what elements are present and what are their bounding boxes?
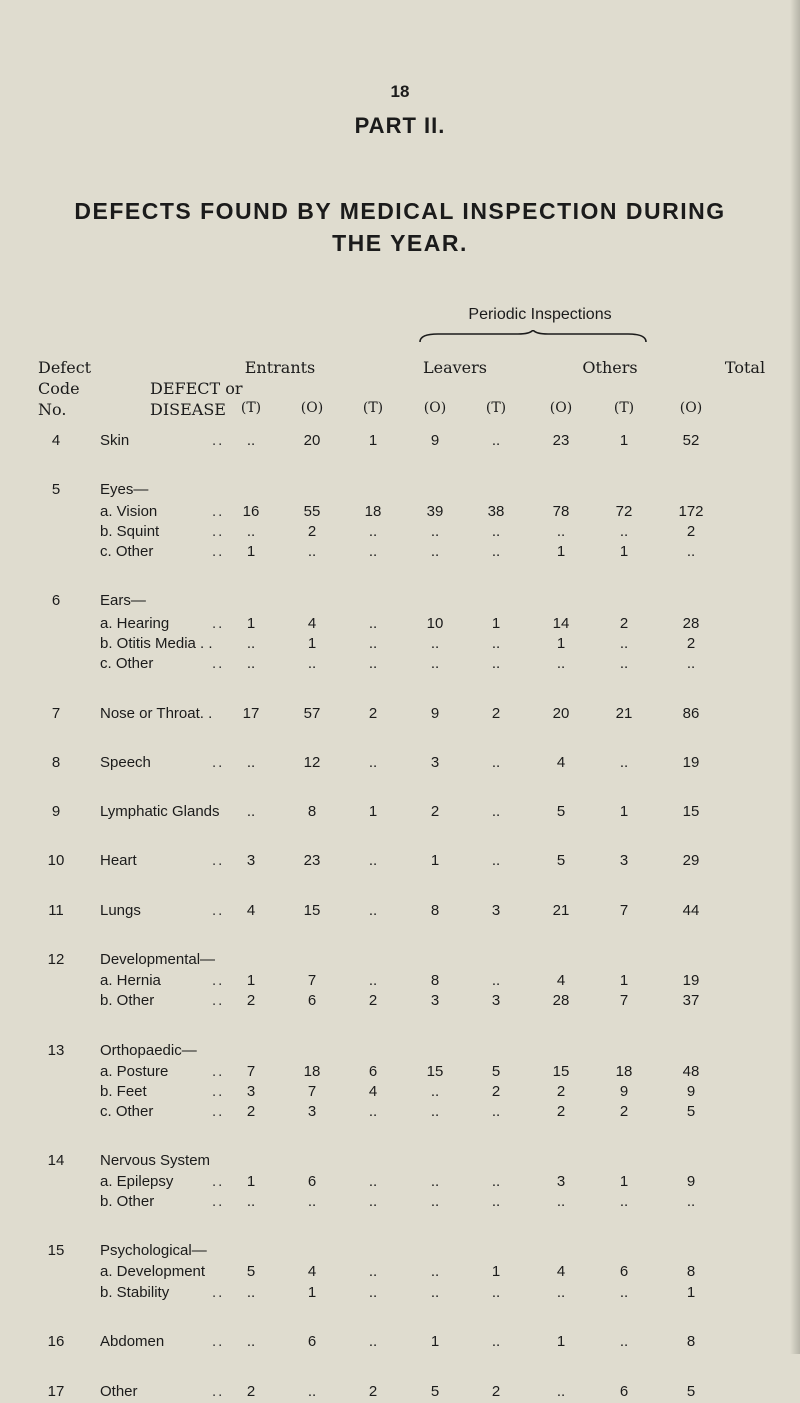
- table-row: [0, 523, 800, 543]
- leader-dots: ..: [212, 543, 225, 560]
- subheader-1: (O): [300, 400, 324, 416]
- table-cell: ..: [368, 902, 378, 919]
- table-cell: 8: [430, 902, 440, 919]
- table-cell: 18: [615, 1063, 633, 1080]
- table-cell: 15: [303, 902, 321, 919]
- defect-label: a. Vision: [100, 503, 158, 520]
- table-cell: 3: [246, 1083, 256, 1100]
- table-cell: ..: [368, 523, 378, 540]
- table-cell: ..: [491, 1333, 501, 1350]
- table-cell: ..: [491, 1284, 501, 1301]
- defect-label: c. Other: [100, 1103, 154, 1120]
- table-cell: 5: [556, 803, 566, 820]
- table-cell: 15: [682, 803, 700, 820]
- table-cell: 1: [556, 1333, 566, 1350]
- defect-label: a. Hearing: [100, 615, 170, 632]
- table-cell: ..: [307, 543, 317, 560]
- table-cell: ..: [430, 1083, 440, 1100]
- table-cell: ..: [246, 1284, 256, 1301]
- defect-code: 5: [51, 481, 61, 498]
- table-cell: 2: [491, 705, 501, 722]
- table-cell: 9: [686, 1083, 696, 1100]
- table-cell: 21: [552, 902, 570, 919]
- table-row: [0, 972, 800, 992]
- defect-code: 6: [51, 592, 61, 609]
- table-cell: ..: [430, 543, 440, 560]
- table-row: [0, 432, 800, 452]
- table-cell: 44: [682, 902, 700, 919]
- defect-label: a. Hernia: [100, 972, 161, 989]
- table-row: [0, 503, 800, 523]
- table-cell: ..: [556, 655, 566, 672]
- table-cell: 6: [368, 1063, 378, 1080]
- table-cell: ..: [686, 655, 696, 672]
- leader-dots: ..: [212, 902, 225, 919]
- defect-label: Nose or Throat. .: [100, 705, 213, 722]
- table-cell: 5: [430, 1383, 440, 1400]
- subheader-5: (O): [549, 400, 573, 416]
- table-cell: 21: [615, 705, 633, 722]
- table-cell: ..: [619, 754, 629, 771]
- table-cell: 172: [678, 503, 704, 520]
- table-cell: 29: [682, 852, 700, 869]
- leader-dots: ..: [212, 432, 225, 449]
- defect-code: 12: [47, 951, 65, 968]
- table-cell: ..: [246, 754, 256, 771]
- table-cell: 8: [430, 972, 440, 989]
- leader-dots: ..: [212, 503, 225, 520]
- table-cell: ..: [491, 543, 501, 560]
- group-header-total: Total: [724, 358, 766, 377]
- table-cell: ..: [368, 972, 378, 989]
- defect-label: c. Other: [100, 655, 154, 672]
- table-cell: 1: [246, 543, 256, 560]
- table-cell: ..: [491, 972, 501, 989]
- table-cell: 5: [686, 1383, 696, 1400]
- table-cell: 7: [246, 1063, 256, 1080]
- table-cell: 1: [491, 1263, 501, 1280]
- table-cell: 2: [368, 705, 378, 722]
- table-cell: ..: [430, 1284, 440, 1301]
- table-row: [0, 1284, 800, 1304]
- table-cell: ..: [619, 1193, 629, 1210]
- table-cell: ..: [556, 1284, 566, 1301]
- table-row: [0, 1083, 800, 1103]
- table-cell: 2: [368, 1383, 378, 1400]
- defect-label: Nervous System: [100, 1152, 211, 1169]
- defect-label: Other: [100, 1383, 138, 1400]
- table-cell: 57: [303, 705, 321, 722]
- table-cell: ..: [686, 543, 696, 560]
- table-cell: ..: [491, 655, 501, 672]
- table-cell: 10: [426, 615, 444, 632]
- periodic-inspections-label: Periodic Inspections: [468, 306, 612, 323]
- table-cell: ..: [619, 1333, 629, 1350]
- table-cell: 37: [682, 992, 700, 1009]
- group-header-others: Others: [582, 358, 638, 377]
- table-row: [0, 1333, 800, 1353]
- defect-code: 13: [47, 1042, 65, 1059]
- leader-dots: ..: [212, 852, 225, 869]
- table-cell: ..: [368, 1333, 378, 1350]
- table-cell: 4: [556, 972, 566, 989]
- table-cell: ..: [430, 635, 440, 652]
- table-cell: 6: [307, 1173, 317, 1190]
- table-cell: 15: [552, 1063, 570, 1080]
- leader-dots: ..: [212, 615, 225, 632]
- defect-code: 15: [47, 1242, 65, 1259]
- leader-dots: ..: [212, 1193, 225, 1210]
- table-cell: ..: [619, 1284, 629, 1301]
- defect-label: Eyes—: [100, 481, 149, 498]
- subheader-7: (O): [679, 400, 703, 416]
- table-cell: ..: [246, 655, 256, 672]
- table-cell: 18: [303, 1063, 321, 1080]
- defect-label: b. Other: [100, 992, 155, 1009]
- table-cell: 55: [303, 503, 321, 520]
- defect-code: 17: [47, 1383, 65, 1400]
- table-cell: 19: [682, 972, 700, 989]
- table-cell: 1: [556, 543, 566, 560]
- table-cell: 18: [364, 503, 382, 520]
- table-cell: ..: [307, 655, 317, 672]
- defect-label: a. Epilepsy: [100, 1173, 174, 1190]
- table-cell: ..: [491, 635, 501, 652]
- table-cell: 4: [556, 1263, 566, 1280]
- leader-dots: ..: [212, 1063, 225, 1080]
- table-row: [0, 1152, 800, 1172]
- leader-dots: ..: [212, 754, 225, 771]
- disease-header-2: DISEASE: [150, 400, 226, 419]
- table-cell: 7: [307, 972, 317, 989]
- table-cell: 1: [246, 615, 256, 632]
- defect-code-header-2: Code: [38, 379, 80, 398]
- table-cell: 2: [619, 615, 629, 632]
- table-row: [0, 615, 800, 635]
- table-cell: 1: [619, 432, 629, 449]
- table-cell: 2: [368, 992, 378, 1009]
- table-cell: ..: [491, 803, 501, 820]
- table-cell: 6: [619, 1383, 629, 1400]
- table-row: [0, 705, 800, 725]
- table-cell: ..: [368, 852, 378, 869]
- table-cell: ..: [619, 655, 629, 672]
- defect-label: b. Otitis Media . .: [100, 635, 213, 652]
- table-cell: 2: [686, 635, 696, 652]
- table-cell: ..: [368, 543, 378, 560]
- table-cell: 8: [307, 803, 317, 820]
- table-cell: 4: [246, 902, 256, 919]
- table-cell: 52: [682, 432, 700, 449]
- table-cell: 1: [246, 1173, 256, 1190]
- table-cell: ..: [491, 1193, 501, 1210]
- table-cell: ..: [556, 1193, 566, 1210]
- table-row: [0, 1263, 800, 1283]
- table-cell: 2: [556, 1083, 566, 1100]
- table-cell: 2: [556, 1103, 566, 1120]
- table-cell: ..: [430, 1173, 440, 1190]
- subheader-4: (T): [485, 400, 507, 416]
- table-cell: 86: [682, 705, 700, 722]
- table-cell: 5: [556, 852, 566, 869]
- table-cell: 2: [686, 523, 696, 540]
- table-cell: ..: [430, 1193, 440, 1210]
- table-cell: 1: [246, 972, 256, 989]
- subheader-3: (O): [423, 400, 447, 416]
- table-cell: 2: [246, 992, 256, 1009]
- leader-dots: ..: [212, 972, 225, 989]
- table-cell: ..: [491, 432, 501, 449]
- table-cell: 7: [307, 1083, 317, 1100]
- table-cell: 5: [491, 1063, 501, 1080]
- table-cell: 5: [246, 1263, 256, 1280]
- subheader-0: (T): [240, 400, 262, 416]
- defect-code: 9: [51, 803, 61, 820]
- table-cell: 48: [682, 1063, 700, 1080]
- table-cell: 3: [556, 1173, 566, 1190]
- table-cell: 9: [430, 705, 440, 722]
- table-cell: 2: [246, 1103, 256, 1120]
- table-cell: ..: [307, 1383, 317, 1400]
- table-cell: 39: [426, 503, 444, 520]
- table-cell: 16: [242, 503, 260, 520]
- table-cell: 12: [303, 754, 321, 771]
- table-cell: ..: [430, 1263, 440, 1280]
- table-cell: ..: [491, 852, 501, 869]
- group-header-leavers: Leavers: [423, 358, 487, 377]
- part-heading: PART II.: [354, 113, 446, 138]
- leader-dots: ..: [212, 655, 225, 672]
- table-cell: ..: [307, 1193, 317, 1210]
- table-cell: 4: [307, 615, 317, 632]
- table-cell: 38: [487, 503, 505, 520]
- table-cell: 3: [246, 852, 256, 869]
- table-cell: 1: [556, 635, 566, 652]
- table-cell: ..: [491, 754, 501, 771]
- table-cell: 8: [686, 1263, 696, 1280]
- table-cell: ..: [368, 635, 378, 652]
- table-cell: 14: [552, 615, 570, 632]
- table-row: [0, 1193, 800, 1213]
- defect-code: 4: [51, 432, 61, 449]
- defect-label: Lymphatic Glands: [100, 803, 220, 820]
- table-cell: ..: [246, 432, 256, 449]
- table-cell: ..: [686, 1193, 696, 1210]
- table-cell: 28: [552, 992, 570, 1009]
- table-cell: 4: [556, 754, 566, 771]
- table-cell: 15: [426, 1063, 444, 1080]
- table-cell: 2: [491, 1383, 501, 1400]
- table-row: [0, 754, 800, 774]
- leader-dots: ..: [212, 523, 225, 540]
- defect-label: b. Other: [100, 1193, 155, 1210]
- table-row: [0, 1242, 800, 1262]
- defect-label: b. Squint: [100, 523, 160, 540]
- table-row: [0, 543, 800, 563]
- table-cell: 1: [491, 615, 501, 632]
- table-row: [0, 1063, 800, 1083]
- table-cell: ..: [619, 523, 629, 540]
- table-cell: 2: [246, 1383, 256, 1400]
- table-row: [0, 992, 800, 1012]
- table-cell: ..: [491, 523, 501, 540]
- subheader-2: (T): [362, 400, 384, 416]
- table-cell: 7: [619, 902, 629, 919]
- defect-code: 16: [47, 1333, 65, 1350]
- table-cell: 6: [307, 992, 317, 1009]
- table-cell: 2: [619, 1103, 629, 1120]
- table-cell: ..: [619, 635, 629, 652]
- table-cell: 4: [368, 1083, 378, 1100]
- table-cell: ..: [556, 1383, 566, 1400]
- table-cell: 1: [619, 1173, 629, 1190]
- defect-code-header-1: Defect: [38, 358, 92, 377]
- table-cell: 3: [491, 992, 501, 1009]
- table-cell: 20: [303, 432, 321, 449]
- table-cell: ..: [246, 803, 256, 820]
- table-cell: 4: [307, 1263, 317, 1280]
- table-cell: 1: [619, 543, 629, 560]
- brace-divider: [418, 330, 648, 344]
- table-cell: ..: [368, 655, 378, 672]
- table-row: [0, 655, 800, 675]
- defect-label: Abdomen: [100, 1333, 165, 1350]
- table-cell: 6: [619, 1263, 629, 1280]
- defect-label: Skin: [100, 432, 130, 449]
- table-cell: 3: [430, 992, 440, 1009]
- leader-dots: ..: [212, 1083, 225, 1100]
- table-cell: 20: [552, 705, 570, 722]
- table-cell: ..: [556, 523, 566, 540]
- group-header-entrants: Entrants: [244, 358, 316, 377]
- table-cell: ..: [246, 635, 256, 652]
- table-cell: ..: [368, 1284, 378, 1301]
- defect-code: 11: [48, 902, 64, 919]
- defect-code: 10: [47, 852, 65, 869]
- table-cell: 5: [686, 1103, 696, 1120]
- table-cell: 17: [242, 705, 260, 722]
- table-cell: ..: [368, 754, 378, 771]
- defect-code: 7: [51, 705, 61, 722]
- table-row: [0, 1103, 800, 1123]
- leader-dots: ..: [212, 1284, 225, 1301]
- table-cell: ..: [368, 1263, 378, 1280]
- table-cell: 9: [686, 1173, 696, 1190]
- table-row: [0, 481, 800, 501]
- leader-dots: ..: [212, 1173, 225, 1190]
- defect-label: Heart: [100, 852, 137, 869]
- table-row: [0, 902, 800, 922]
- table-cell: ..: [246, 1333, 256, 1350]
- table-cell: ..: [430, 655, 440, 672]
- table-row: [0, 803, 800, 823]
- table-row: [0, 1383, 800, 1403]
- table-cell: ..: [491, 1173, 501, 1190]
- table-cell: 3: [430, 754, 440, 771]
- table-cell: 2: [307, 523, 317, 540]
- table-cell: 19: [682, 754, 700, 771]
- table-cell: 6: [307, 1333, 317, 1350]
- page-number: 18: [390, 82, 410, 101]
- table-cell: 8: [686, 1333, 696, 1350]
- table-cell: 2: [430, 803, 440, 820]
- leader-dots: ..: [212, 1103, 225, 1120]
- defect-code-header-3: No.: [38, 400, 67, 419]
- table-cell: 1: [307, 1284, 317, 1301]
- subheader-6: (T): [613, 400, 635, 416]
- table-cell: 7: [619, 992, 629, 1009]
- table-cell: 3: [491, 902, 501, 919]
- table-cell: 3: [307, 1103, 317, 1120]
- table-cell: 1: [368, 432, 378, 449]
- defect-label: Developmental—: [100, 951, 216, 968]
- leader-dots: ..: [212, 992, 225, 1009]
- table-cell: 72: [615, 503, 633, 520]
- defect-label: Orthopaedic—: [100, 1042, 197, 1059]
- table-cell: ..: [491, 1103, 501, 1120]
- table-cell: ..: [368, 1173, 378, 1190]
- table-cell: 2: [491, 1083, 501, 1100]
- defect-label: a. Development: [100, 1263, 206, 1280]
- table-row: [0, 1173, 800, 1193]
- table-cell: 1: [619, 803, 629, 820]
- table-cell: ..: [430, 523, 440, 540]
- table-row: [0, 592, 800, 612]
- table-cell: ..: [246, 523, 256, 540]
- table-cell: ..: [368, 615, 378, 632]
- table-cell: 23: [552, 432, 570, 449]
- document-title-line-1: DEFECTS FOUND BY MEDICAL INSPECTION DURING: [74, 198, 726, 224]
- table-cell: 1: [430, 1333, 440, 1350]
- document-title-line-2: THE YEAR.: [332, 230, 468, 256]
- table-row: [0, 951, 800, 971]
- defect-label: Speech: [100, 754, 151, 771]
- defect-label: b. Stability: [100, 1284, 170, 1301]
- table-cell: 1: [430, 852, 440, 869]
- table-cell: 1: [686, 1284, 696, 1301]
- defect-label: a. Posture: [100, 1063, 169, 1080]
- table-cell: 3: [619, 852, 629, 869]
- table-cell: ..: [368, 1193, 378, 1210]
- table-cell: 28: [682, 615, 700, 632]
- table-cell: 1: [368, 803, 378, 820]
- table-cell: ..: [368, 1103, 378, 1120]
- defect-code: 8: [51, 754, 61, 771]
- table-row: [0, 852, 800, 872]
- table-row: [0, 635, 800, 655]
- table-cell: 1: [619, 972, 629, 989]
- table-cell: ..: [430, 1103, 440, 1120]
- defect-label: Psychological—: [100, 1242, 207, 1259]
- table-cell: ..: [246, 1193, 256, 1210]
- table-row: [0, 1042, 800, 1062]
- defect-label: Ears—: [100, 592, 146, 609]
- table-cell: 9: [430, 432, 440, 449]
- leader-dots: ..: [212, 1333, 225, 1350]
- page-edge-shadow: [790, 0, 800, 1354]
- defect-label: Lungs: [100, 902, 141, 919]
- table-cell: 78: [552, 503, 570, 520]
- defect-label: c. Other: [100, 543, 154, 560]
- table-cell: 23: [303, 852, 321, 869]
- leader-dots: ..: [212, 1383, 225, 1400]
- table-cell: 1: [307, 635, 317, 652]
- defect-label: b. Feet: [100, 1083, 147, 1100]
- defect-code: 14: [47, 1152, 65, 1169]
- table-cell: 9: [619, 1083, 629, 1100]
- disease-header-1: DEFECT or: [150, 379, 243, 398]
